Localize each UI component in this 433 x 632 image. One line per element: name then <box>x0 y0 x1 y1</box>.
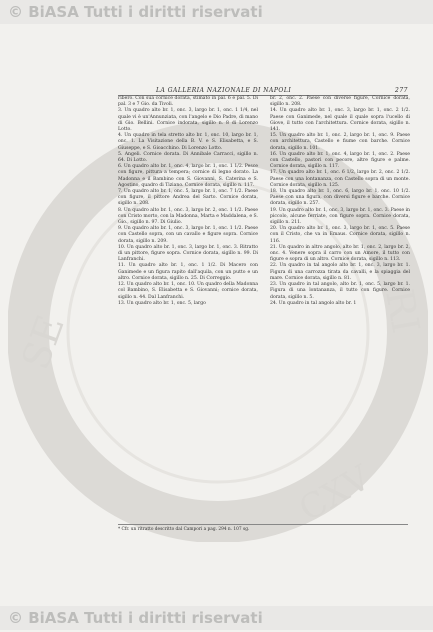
entry-paragraph: 11. Un quadro alto br. 1, onc. 1 1/2. Di Macero con Ganimede e un figura rapito dall'aquila, con un putto e un altro. Cornice dorata, sigillo n. 25. Di Correggio. <box>118 263 258 281</box>
entry-paragraph: 19. Un quadro alto br. 1, onc. 3, largo br. 1, onc. 3. Paese in piccolo, alcune ferriate, con figure sopra. Cornice dorata, sigillo n. 211. <box>270 207 410 226</box>
entry-paragraph: 13. Un quadro alto br. 1, onc. 5, largo <box>118 300 206 306</box>
entry-paragraph: 6. Un quadro alto br. 1, onc. 4, largo br. 1, onc. 1 1/2. Pesce con figure, pittura a tempera; cornice di legno dorato. La Madonna e il Bambino con S. Giovanni, S. Caterina e S. Agostino, quadro di Tiziano. Cornice dorata, sigillo n. 117. <box>118 164 258 188</box>
svg-text:RI: RI <box>377 285 428 337</box>
watermark-top: © BiASA Tutti i diritti riservati <box>0 0 433 24</box>
watermark-bottom: © BiASA Tutti i diritti riservati <box>0 606 433 630</box>
entry-paragraph: 5. Angeli. Cornice dorata. Di Annibale Carracci, sigillo n. 64. Di Lotto. <box>118 151 258 164</box>
entry-paragraph: 16. Un quadro alto br. 1, onc. 4, largo br. 1, onc. 2. Paese con Castello, pastori con pecore, altre figure e palme. Cornice dorata, sigillo n. 117. <box>270 151 410 170</box>
page-number: 277 <box>395 87 408 94</box>
entry-paragraph: 9. Un quadro alto br. 1, onc. 3, largo br. 1, onc. 1 1/2. Paese con Castello sopra, con un cavallo e figure sopra. Cornice dorata, sigillo n. 209. <box>118 226 258 244</box>
entry-paragraph: 12. Un quadro alto br. 1, onc. 10. Un quadro della Madonna col Bambino, S. Elisabetta e S. Giovanni; cornice dorata, sigillo n. 44. Dal Lanfranchi. <box>118 282 258 300</box>
entry-paragraph: 14. Un quadro alto br. 1, onc. 3, largo br. 1, onc. 2 1/2. Paese con Ganimede, nel quale il quale sopra l'ucello di Giove, il tutto con l'architettura. Cornice dorata, sigillo n. 141. <box>270 108 410 133</box>
entry-paragraph: 23. Un quadro in tal angolo, alto br. 1, onc. 5, largo br. 1. Figura di una lontananza, il tutto con figure. Cornice dorata, sigillo n. 5. <box>270 282 410 300</box>
entry-paragraph: 7. Un quadro alto br. 1, onc. 5, largo br. 1, onc. 7 1/2. Paese con figure, il pittore Andrea del Sarto. Cornice dorata, sigillo n. 208. <box>118 189 258 207</box>
running-title: LA GALLERIA NAZIONALE DI NAPOLI <box>156 87 292 94</box>
text-column-right <box>270 96 410 307</box>
entry-paragraph: 20. Un quadro alto br. 1, onc. 3, largo br. 1, onc. 5. Paese con il Cristo, che va in Emaus. Cornice dorata, sigillo n. 116. <box>270 226 410 244</box>
text-column-left <box>118 96 258 307</box>
footnote: * Cfr. un ritratto descritto dal Campori a pag. 294 n. 107 sg. <box>118 524 408 533</box>
svg-text:CXV: CXV <box>292 457 378 530</box>
entry-paragraph: 17. Un quadro alto br. 1, onc. 6 1/2, largo br. 2, onc. 2 1/2. Paese con una lontananza, con Castello sopra di un monte. Cornice dorata, sigillo n. 125. <box>270 170 410 188</box>
running-header <box>118 87 408 96</box>
entry-paragraph: 10. Un quadro alto br. 1, onc. 3, largo br. 1, onc. 3. Ritratto di un pittore, figure sopra. Cornice dorata, sigillo n. 99. Di Lanfranchi. <box>118 244 258 263</box>
entry-paragraph: 3. Un quadro alto br. 1, onc. 3, largo br. 1, onc. 1 1/4, nel quale vi è un'Annunziata, con l'angelo e Dio Padre, di mano di Gio. Bellini. Cornice indorata, sigillo n. 8 di Lorenzo Lotto. <box>118 108 258 133</box>
entry-paragraph: 24. Un quadro in tal angolo alto br. 1 <box>270 300 357 306</box>
entry-paragraph: 21. Un quadro in altro angolo, alto br. 1, onc. 2, largo br. 2, onc. 4. Venere sopra il carro con un Amore, il tutto con figure e sopra di un altro. Cornice dorata, sigillo n. 113. <box>270 244 410 263</box>
entry-paragraph: 18. Un quadro alto br. 1, onc. 6, largo br. 1, onc. 10 1/2. Paese con una figura, con diversi figure e barche. Cornice dorata, sigillo n. 257. <box>270 189 410 207</box>
entry-paragraph: 4. Un quadro in tela stretto alto br. 1, onc. 10, largo br. 1, onc. 1. La Visitazione della B. V. e S. Elisabetta, e S. Giuseppe, e S. Gioacchino. Di Lorenzo Lotto. <box>118 133 258 151</box>
entry-paragraph: 15. Un quadro alto br. 1, onc. 2, largo br. 1, onc. 9. Paese con architettura, Castello e fiume con barche. Cornice dorata, sigillo n. 101. <box>270 133 410 151</box>
entry-paragraph: br. 2, onc. 2. Paese con diverse figure, Cornice dorata, sigillo n. 208. <box>270 96 410 108</box>
svg-text:SE: SE <box>13 309 73 376</box>
entry-paragraph: 22. Un quadro in tal angolo alto br. 1, onc. 3, largo br. 1. Figura di una carrozza tirata da cavalli, e la spiaggia del mare. Cornice dorata, sigillo n. 81. <box>270 263 410 281</box>
entry-paragraph: 8. Un quadro alto br. 1, onc. 3, largo br. 2, onc. 1 1/2. Paese con Cristo morto, con la Madonna, Marta e Maddalena, e S. Gio., sigillo n. 97. Di Giulio. <box>118 207 258 226</box>
entry-paragraph: ribero. Con sua cornice dorata, stimato in pal. 6 e pal. 5. Di pal. 3 e 7 Gio. da Tivoli. <box>118 96 258 108</box>
